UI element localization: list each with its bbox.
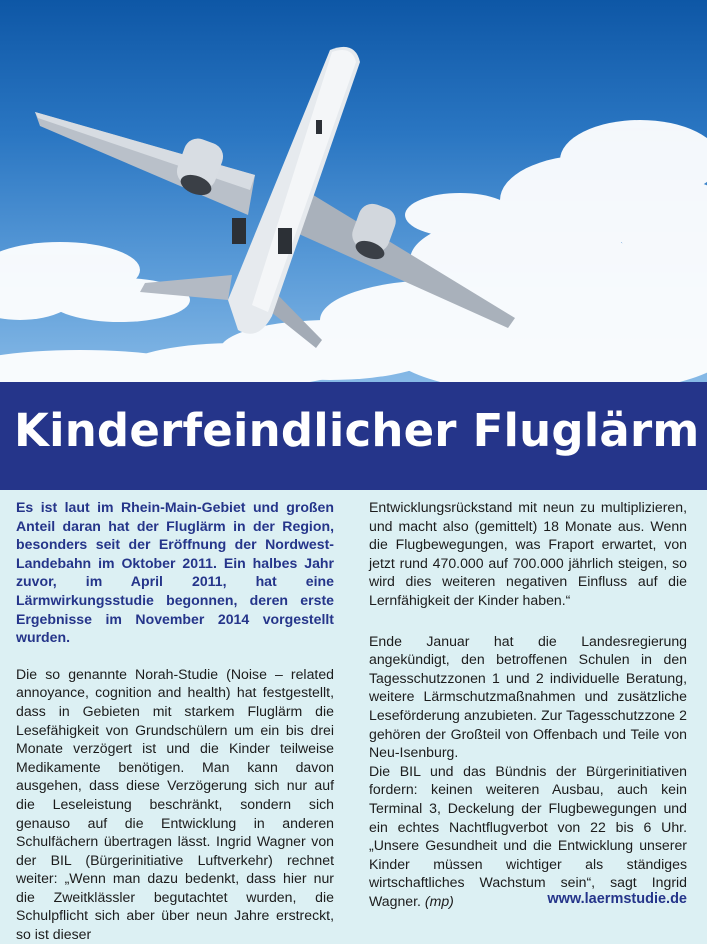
body-paragraph-4-text: Die BIL und das Bündnis der Bürgerinitiativen fordern: keinen weiteren Ausbau, auch kein Terminal 3, Deckelung der Flugbewegungen und ein echtes Nachtflugverbot von 22 bis 6 Uhr. „Unsere Gesundheit und die Entwicklung unserer Kinder müssen wichtiger als ständiges wirtschaftliches Wachstum sein“, sagt Ingrid Wagner. <box>369 762 687 909</box>
body-paragraph-2: Entwicklungsrückstand mit neun zu multiplizieren, und macht also (gemittelt) 18 Monate aus. Wenn die Flugbewegungen, was Fraport erwartet, von jetzt rund 470.000 auf 700.000 jährlich steigen, so wird dies weiteren negativen Einfluss auf die Lernfähigkeit der Kinder haben.“ <box>369 499 687 608</box>
column-right <box>369 498 687 910</box>
author-initials: (mp) <box>424 892 454 909</box>
body-paragraph-3: Ende Januar hat die Landesregierung angekündigt, den betroffenen Schulen in den Tagesschutzzonen 1 und 2 individuelle Beratung, weitere Lärmschutzmaßnahmen und zusätzliche Leseförderung anzubieten. Zur Tagesschutzzone 2 gehören der Großteil von Offenbach und Teile von Neu-Isenburg. <box>369 632 687 761</box>
airplane-in-sky-illustration <box>0 0 707 382</box>
body-paragraph-1: Die so genannte Norah-Studie (Noise – related annoyance, cognition and health) hat festgestellt, dass in Gebieten mit starkem Fluglärm die Lesefähigkeit von Grundschülern um ein bis drei Monate verzögert ist und die Kinder teilweise Medikamente benötigen. Man kann davon ausgehen, dass diese Verzögerung sich nur auf die Leseleistung beschränkt, sondern sich genauso auf die Entwicklung in anderen Schulfächern übertragen lässt. Ingrid Wagner von der BIL (Bürgerinitiative Luftverkehr) rechnet weiter: „Wenn man dazu bedenkt, dass hier nur die Zweitklässler begutachtet wurden, die Schulpflicht sich aber über neun Jahre erstreckt, so ist dieser <box>16 665 334 943</box>
lead-paragraph: Es ist laut im Rhein-Main-Gebiet und großen Anteil daran hat der Fluglärm in der Region, besonders seit der Eröffnung der Nordwest-Landebahn im Oktober 2011. Ein halbes Jahr zuvor, im April 2011, hat eine Lärmwirkungsstudie begonnen, deren erste Ergebnisse im November 2014 vorgestellt wurden. <box>16 499 334 646</box>
headline-banner <box>0 382 707 490</box>
body-paragraph-4 <box>369 762 687 911</box>
hero-photo-airplane <box>0 0 707 382</box>
website-link[interactable]: www.laermstudie.de <box>547 891 687 907</box>
article-title: Kinderfeindlicher Fluglärm <box>14 404 700 457</box>
article-body <box>0 490 707 943</box>
column-left <box>16 498 334 944</box>
